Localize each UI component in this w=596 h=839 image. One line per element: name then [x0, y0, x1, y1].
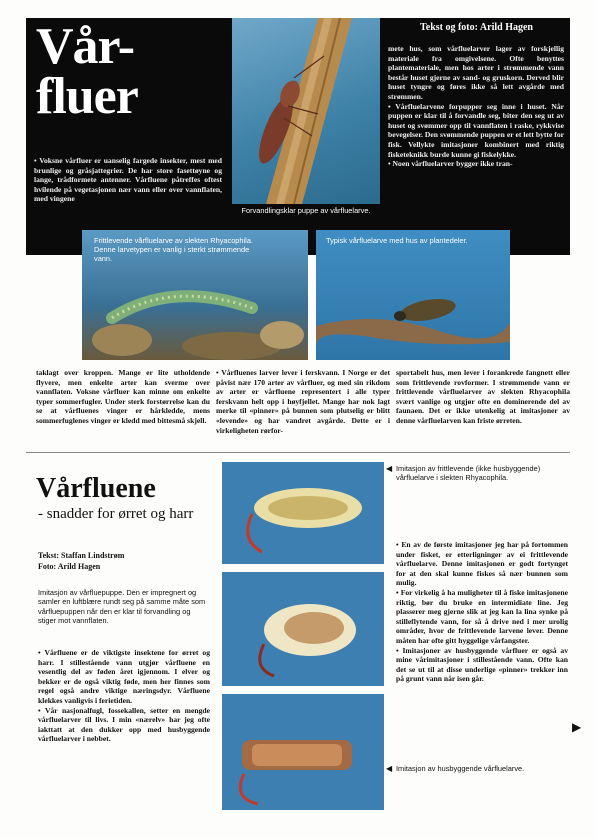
case-larva-caption: Typisk vårfluelarve med hus av plantedeler.: [326, 236, 468, 245]
case-larva-photo: [316, 230, 510, 360]
title-line-1: Vår-: [36, 18, 135, 75]
pupa-photo: [232, 18, 380, 204]
fly-illustration-1: [222, 462, 384, 564]
top-col-1: taklagt over kroppen. Mange er lite utholdende flyvere, men enkelte arter kan sverme over vannflaten. Voksne vårfluer kan minne om enkelte typer sommerfugler. Under sterk forstørrelse kan du se at vårfluenes vinger er hårkledde, mens sommerfuglenes vinger er kledd med bittesmå skjell.: [36, 368, 210, 425]
arrow-left-icon-2: ◀: [386, 764, 393, 773]
section-divider: [26, 452, 570, 453]
bottom-subtitle: - snadder for ørret og harr: [38, 506, 194, 522]
pupa-caption: Forvandlingsklar puppe av vårfluelarve.: [241, 206, 371, 215]
bottom-title: Vårfluene: [36, 473, 156, 504]
bottom-left-body: • Vårfluene er de viktigste insektene for ørret og harr. I stillestående vann utgjør vårfluene en vesentlig del av føden året igjennom. I elver og bekker er de også viktig føde, men her finnes som regel også andre viktige næringsdyr. Vårfluene klekkes vanligvis i ferietiden. • Vår nasjonalfugl, fossekallen, setter en mengde vårfluelarver til livs. I min «nærelv» har jeg ofte iakttatt at den dukker opp med husbyggende vårfluelarver i nebbet.: [38, 648, 210, 744]
top-col-3: sportabelt hus, men lever i forankrede fangnett eller som frittlevende rovformer. I strømmende vann er frittlevende vårfluelarver av slekten Rhyacophila svært vanlige og utgjør ofte en dominerende del av faunaen. Det er ikke utenkelig at imitasjoner av denne vårfluelarven kan friste ørreten.: [396, 368, 570, 425]
credit-photo: Foto: Arild Hagen: [38, 562, 101, 571]
title-line-2: fluer: [36, 68, 138, 125]
top-credit: Tekst og foto: Arild Hagen: [420, 22, 533, 33]
article-title: [36, 18, 186, 125]
pupa-imitation-caption: Imitasjon av vårfluepuppe. Den er impregnert og samler en luftblære rundt seg på samme måte som vårfluepuppen når den er klar til forvandling og stiger mot vannflaten.: [38, 588, 206, 626]
credit-text: Tekst: Staffan Lindstrøm: [38, 551, 125, 560]
fly-photo-2: [222, 572, 384, 686]
bottom-right-body: • En av de første imitasjoner jeg har på fortommen under fisket, er etterligninger av ei frittlevende vårfluelarve. Denne imitasjonen er godt fortynget for at den skal kunne fiskes så nær bunnen som mulig. • For virkelig å ha muligheter til å fiske imitasjonene riktig, bør du bruke en intermidiate line. Jeg plasserer meg gjerne slik at jeg kan la lina synke på stilleflytende vann, for så å drive ned i mer urolig områder, hvor de frittlevende larvene lever. Denne måten har ofte gitt hyggelige vårfangster. • Imitasjoner av husbyggende vårfluer er også av mine vårimitasjoner i stillestående vann. Ofte kan det se ut til at disse underlige «pinner» trekker inn på grunt vann når isen går.: [396, 540, 568, 684]
pupa-illustration: [232, 18, 380, 204]
top-right-text: mete hus, som vårfluelarver lager av forskjellig materiale fra omgivelsene. Ofte benyttes plantemateriale, men hos arter i strømmende vann består huset gjerne av sand- og gruskorn. Derved blir huset tyngre og føres ikke så lett avgårde med strømmen. • Vårfluelarvene forpupper seg inne i huset. Når puppen er klar til å forvandle seg, biter den seg ut av huset og svømmer opp til vannflaten i raske, rykkvise bevegelser. Den svømmende puppen er et lett bytte for fisk. Vellykte imitasjoner kombinert med riktig fisketeknikk burde kunne gi fiskelykke. • Noen vårfluelarver bygger ikke tran-: [388, 44, 564, 169]
fly-illustration-2: [222, 572, 384, 686]
arrow-left-icon: ◀: [386, 464, 393, 473]
rhyacophila-caption: Frittlevende vårfluelarve av slekten Rhyacophila. Denne larvetypen er vanlig i sterkt strømmende vann.: [94, 236, 253, 263]
fly-illustration-3: [222, 694, 384, 810]
intro-text: • Voksne vårfluer er uanselig fargede insekter, mest med brunlige og gråsjattegrier. De har store fasettøyne og lange, trådformete antenner. Vårfluene påtreffes oftest hvilende på vegetasjonen nær vann eller over vannflaten, med vingene: [34, 156, 222, 204]
case-larva-illustration: [316, 230, 510, 360]
top-col-2: • Vårfluenes larver lever i ferskvann. I Norge er det påvist nær 170 arter av vårfluer, og med sin rikdom av arter er vårfluene representert i alle typer ferskvann helt opp i høyfjellet. Mange har nok lagt merke til «pinner» på bunnen som plutselig er blitt «levende» og har vandret avgårde. Dette er i virkeligheten rørfor-: [216, 368, 390, 435]
bottom-credits: [38, 550, 208, 572]
arrow-right-icon: ▶: [572, 720, 582, 734]
fly-photo-3: [222, 694, 384, 810]
fly-photo-1: [222, 462, 384, 564]
case-imitation-caption: Imitasjon av husbyggende vårfluelarve.: [396, 764, 525, 773]
rhyacophila-imitation-caption: Imitasjon av frittlevende (ikke husbyggende) vårfluelarve i slekten Rhyacophila.: [396, 464, 541, 483]
